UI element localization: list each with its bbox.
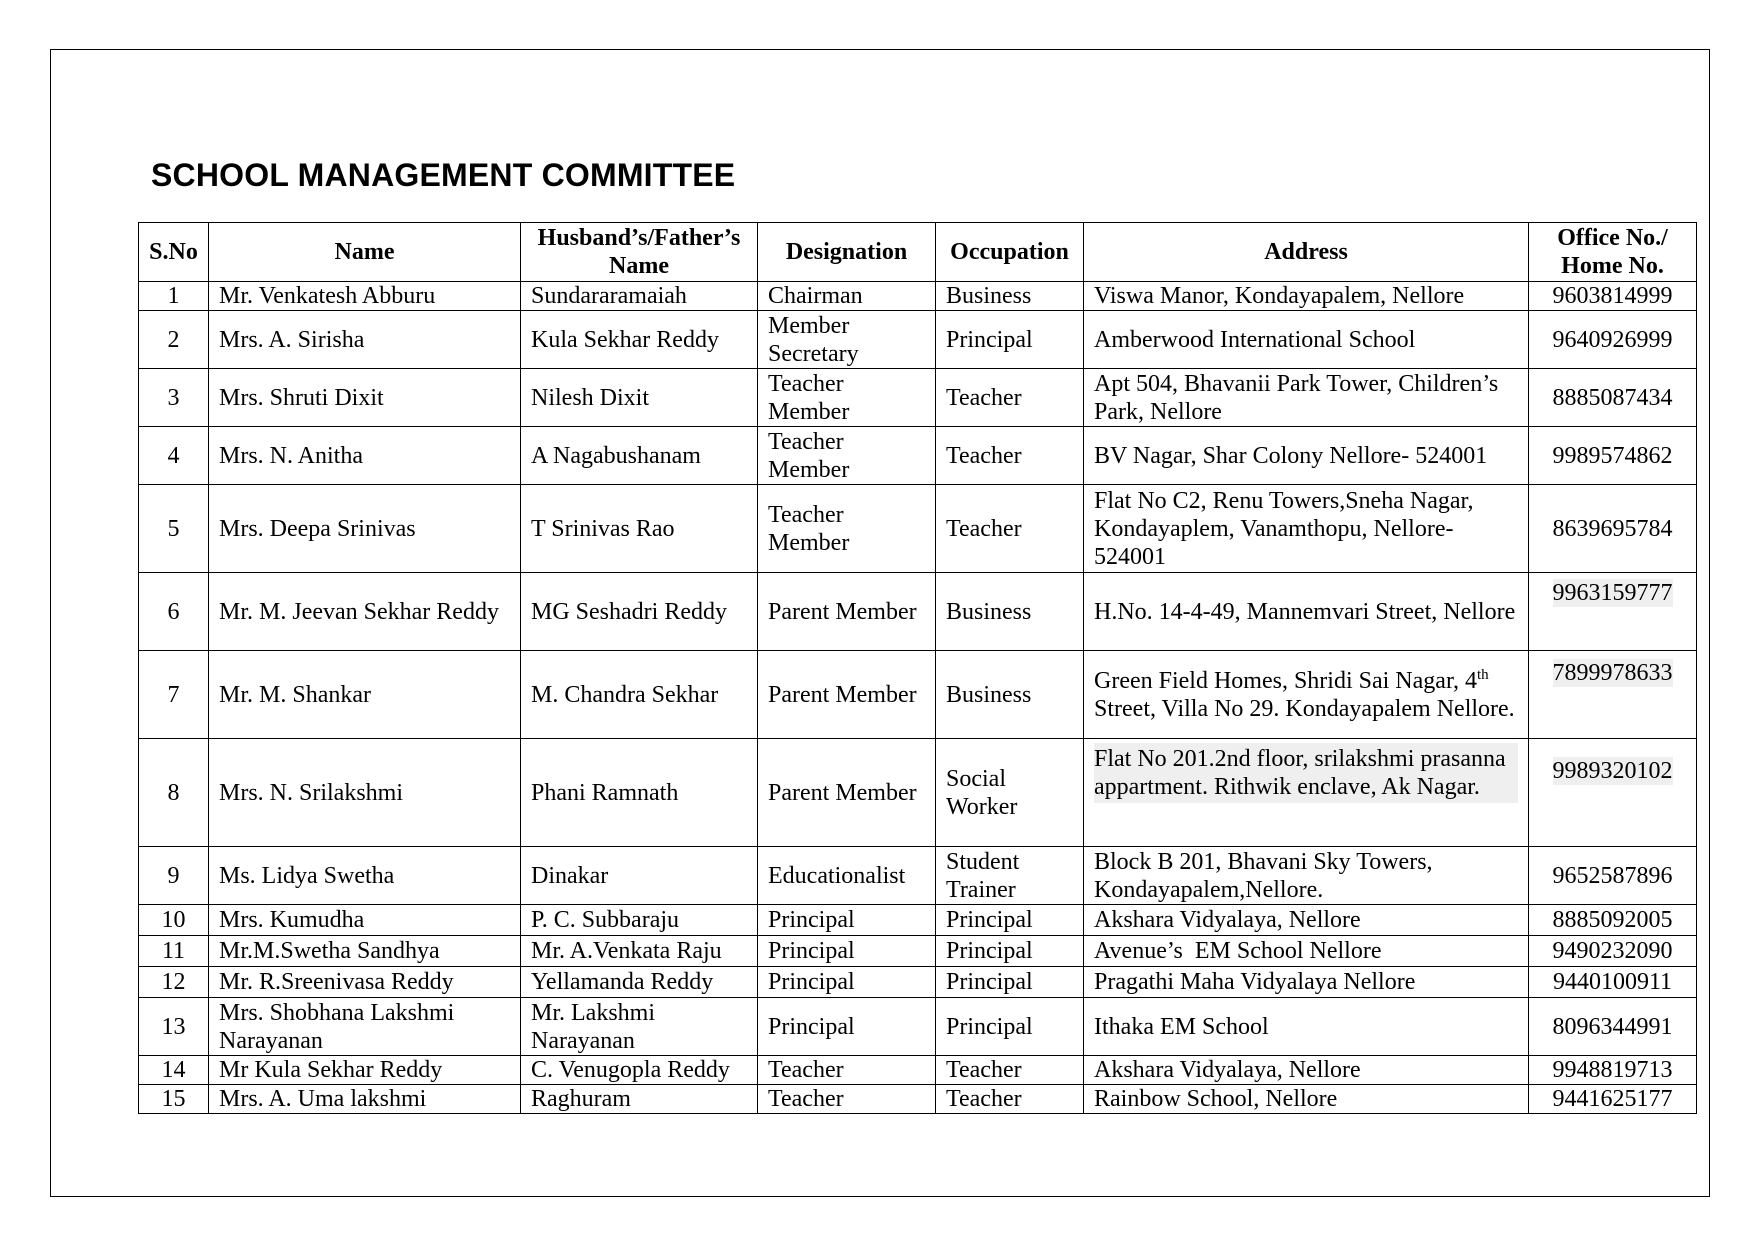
cell-phone: 8885092005 <box>1529 905 1697 936</box>
cell-husband-father-name: Sundararamaiah <box>521 282 758 311</box>
cell-husband-father-name: P. C. Subbaraju <box>521 905 758 936</box>
cell-name: Mrs. Kumudha <box>209 905 521 936</box>
header-occupation: Occupation <box>936 223 1084 282</box>
table-row <box>139 967 1697 998</box>
cell-sno: 2 <box>139 311 209 369</box>
cell-address: Apt 504, Bhavanii Park Tower, Children’s Park, Nellore <box>1084 369 1529 427</box>
committee-table <box>138 222 1697 1114</box>
cell-address <box>1084 651 1529 739</box>
cell-phone <box>1529 573 1697 651</box>
header-address: Address <box>1084 223 1529 282</box>
table-row <box>139 847 1697 905</box>
cell-designation: Teacher <box>758 1056 936 1085</box>
cell-husband-father-name: Yellamanda Reddy <box>521 967 758 998</box>
cell-phone: 8885087434 <box>1529 369 1697 427</box>
cell-sno: 10 <box>139 905 209 936</box>
cell-occupation: Business <box>936 651 1084 739</box>
cell-name: Ms. Lidya Swetha <box>209 847 521 905</box>
cell-husband-father-name: Phani Ramnath <box>521 739 758 847</box>
table-row <box>139 1056 1697 1085</box>
cell-sno: 4 <box>139 427 209 485</box>
cell-name: Mr. M. Jeevan Sekhar Reddy <box>209 573 521 651</box>
cell-occupation: Teacher <box>936 427 1084 485</box>
cell-name: Mrs. A. Sirisha <box>209 311 521 369</box>
cell-occupation: Business <box>936 573 1084 651</box>
cell-phone: 9441625177 <box>1529 1085 1697 1114</box>
cell-sno: 7 <box>139 651 209 739</box>
cell-address: Akshara Vidyalaya, Nellore <box>1084 1056 1529 1085</box>
cell-phone: 8639695784 <box>1529 485 1697 573</box>
table-row <box>139 905 1697 936</box>
cell-sno: 11 <box>139 936 209 967</box>
cell-name: Mr Kula Sekhar Reddy <box>209 1056 521 1085</box>
cell-husband-father-name: Nilesh Dixit <box>521 369 758 427</box>
cell-designation: Member Secretary <box>758 311 936 369</box>
table-row <box>139 739 1697 847</box>
cell-address: Pragathi Maha Vidyalaya Nellore <box>1084 967 1529 998</box>
cell-address: Ithaka EM School <box>1084 998 1529 1056</box>
cell-name: Mrs. Deepa Srinivas <box>209 485 521 573</box>
cell-designation: Teacher Member <box>758 485 936 573</box>
cell-occupation: Teacher <box>936 1085 1084 1114</box>
cell-sno: 9 <box>139 847 209 905</box>
cell-phone: 9490232090 <box>1529 936 1697 967</box>
cell-name: Mr. M. Shankar <box>209 651 521 739</box>
cell-designation: Parent Member <box>758 573 936 651</box>
cell-husband-father-name: Raghuram <box>521 1085 758 1114</box>
cell-sno: 8 <box>139 739 209 847</box>
cell-address <box>1084 739 1529 847</box>
cell-occupation: Social Worker <box>936 739 1084 847</box>
cell-address: H.No. 14-4-49, Mannemvari Street, Nellore <box>1084 573 1529 651</box>
cell-address: Rainbow School, Nellore <box>1084 1085 1529 1114</box>
cell-phone: 9603814999 <box>1529 282 1697 311</box>
cell-address: Viswa Manor, Kondayapalem, Nellore <box>1084 282 1529 311</box>
header-designation: Designation <box>758 223 936 282</box>
header-husband-father-name: Husband’s/Father’s Name <box>521 223 758 282</box>
cell-address: Amberwood International School <box>1084 311 1529 369</box>
cell-occupation: Business <box>936 282 1084 311</box>
table-row <box>139 998 1697 1056</box>
page-title: SCHOOL MANAGEMENT COMMITTEE <box>151 157 736 193</box>
cell-address: Flat No C2, Renu Towers,Sneha Nagar, Kondayaplem, Vanamthopu, Nellore-524001 <box>1084 485 1529 573</box>
cell-sno: 5 <box>139 485 209 573</box>
table-row <box>139 485 1697 573</box>
header-sno: S.No <box>139 223 209 282</box>
cell-husband-father-name: Dinakar <box>521 847 758 905</box>
header-name: Name <box>209 223 521 282</box>
cell-sno: 12 <box>139 967 209 998</box>
cell-occupation: Student Trainer <box>936 847 1084 905</box>
table-row <box>139 936 1697 967</box>
cell-designation: Chairman <box>758 282 936 311</box>
cell-occupation: Principal <box>936 311 1084 369</box>
cell-phone: 9948819713 <box>1529 1056 1697 1085</box>
cell-sno: 14 <box>139 1056 209 1085</box>
cell-occupation: Principal <box>936 998 1084 1056</box>
cell-occupation: Principal <box>936 936 1084 967</box>
table-row <box>139 311 1697 369</box>
address-text: Green Field Homes, Shridi Sai Nagar, 4 <box>1094 667 1477 694</box>
cell-husband-father-name: Mr. A.Venkata Raju <box>521 936 758 967</box>
address-highlight: Flat No 201.2nd floor, srilakshmi prasanna appartment. Rithwik enclave, Ak Nagar. <box>1094 743 1518 803</box>
cell-address: BV Nagar, Shar Colony Nellore- 524001 <box>1084 427 1529 485</box>
cell-designation: Principal <box>758 936 936 967</box>
table-row <box>139 282 1697 311</box>
cell-sno: 3 <box>139 369 209 427</box>
phone-highlight: 7899978633 <box>1552 660 1673 686</box>
cell-husband-father-name: M. Chandra Sekhar <box>521 651 758 739</box>
cell-designation: Parent Member <box>758 651 936 739</box>
address-text-continued: Street, Villa No 29. Kondayapalem Nellore. <box>1094 695 1515 722</box>
cell-phone: 9440100911 <box>1529 967 1697 998</box>
cell-husband-father-name: A Nagabushanam <box>521 427 758 485</box>
cell-husband-father-name: Kula Sekhar Reddy <box>521 311 758 369</box>
table-row <box>139 427 1697 485</box>
cell-name: Mr. R.Sreenivasa Reddy <box>209 967 521 998</box>
cell-designation: Teacher <box>758 1085 936 1114</box>
cell-name: Mr. Venkatesh Abburu <box>209 282 521 311</box>
cell-name: Mrs. Shruti Dixit <box>209 369 521 427</box>
cell-designation: Principal <box>758 998 936 1056</box>
cell-husband-father-name: C. Venugopla Reddy <box>521 1056 758 1085</box>
cell-phone: 8096344991 <box>1529 998 1697 1056</box>
cell-name: Mr.M.Swetha Sandhya <box>209 936 521 967</box>
cell-designation: Principal <box>758 967 936 998</box>
table-row <box>139 573 1697 651</box>
cell-phone: 9989574862 <box>1529 427 1697 485</box>
cell-name: Mrs. N. Srilakshmi <box>209 739 521 847</box>
cell-husband-father-name: Mr. Lakshmi Narayanan <box>521 998 758 1056</box>
cell-phone: 9652587896 <box>1529 847 1697 905</box>
phone-highlight: 9989320102 <box>1552 758 1673 784</box>
cell-designation: Teacher Member <box>758 369 936 427</box>
cell-phone <box>1529 651 1697 739</box>
cell-occupation: Teacher <box>936 485 1084 573</box>
cell-address: Akshara Vidyalaya, Nellore <box>1084 905 1529 936</box>
table-row <box>139 369 1697 427</box>
cell-name: Mrs. A. Uma lakshmi <box>209 1085 521 1114</box>
cell-phone <box>1529 739 1697 847</box>
cell-phone: 9640926999 <box>1529 311 1697 369</box>
cell-name: Mrs. N. Anitha <box>209 427 521 485</box>
cell-designation: Principal <box>758 905 936 936</box>
table-row <box>139 651 1697 739</box>
cell-address: Avenue’s EM School Nellore <box>1084 936 1529 967</box>
cell-address: Block B 201, Bhavani Sky Towers, Kondayapalem,Nellore. <box>1084 847 1529 905</box>
table-row <box>139 1085 1697 1114</box>
cell-name: Mrs. Shobhana Lakshmi Narayanan <box>209 998 521 1056</box>
cell-designation: Teacher Member <box>758 427 936 485</box>
cell-occupation: Teacher <box>936 1056 1084 1085</box>
cell-husband-father-name: MG Seshadri Reddy <box>521 573 758 651</box>
phone-highlight: 9963159777 <box>1552 580 1673 606</box>
cell-occupation: Principal <box>936 967 1084 998</box>
cell-sno: 15 <box>139 1085 209 1114</box>
cell-sno: 6 <box>139 573 209 651</box>
cell-designation: Parent Member <box>758 739 936 847</box>
cell-sno: 13 <box>139 998 209 1056</box>
cell-sno: 1 <box>139 282 209 311</box>
cell-husband-father-name: T Srinivas Rao <box>521 485 758 573</box>
address-superscript: th <box>1476 666 1489 683</box>
table-header-row <box>139 223 1697 282</box>
header-phone: Office No./ Home No. <box>1529 223 1697 282</box>
cell-designation: Educationalist <box>758 847 936 905</box>
cell-occupation: Principal <box>936 905 1084 936</box>
cell-occupation: Teacher <box>936 369 1084 427</box>
